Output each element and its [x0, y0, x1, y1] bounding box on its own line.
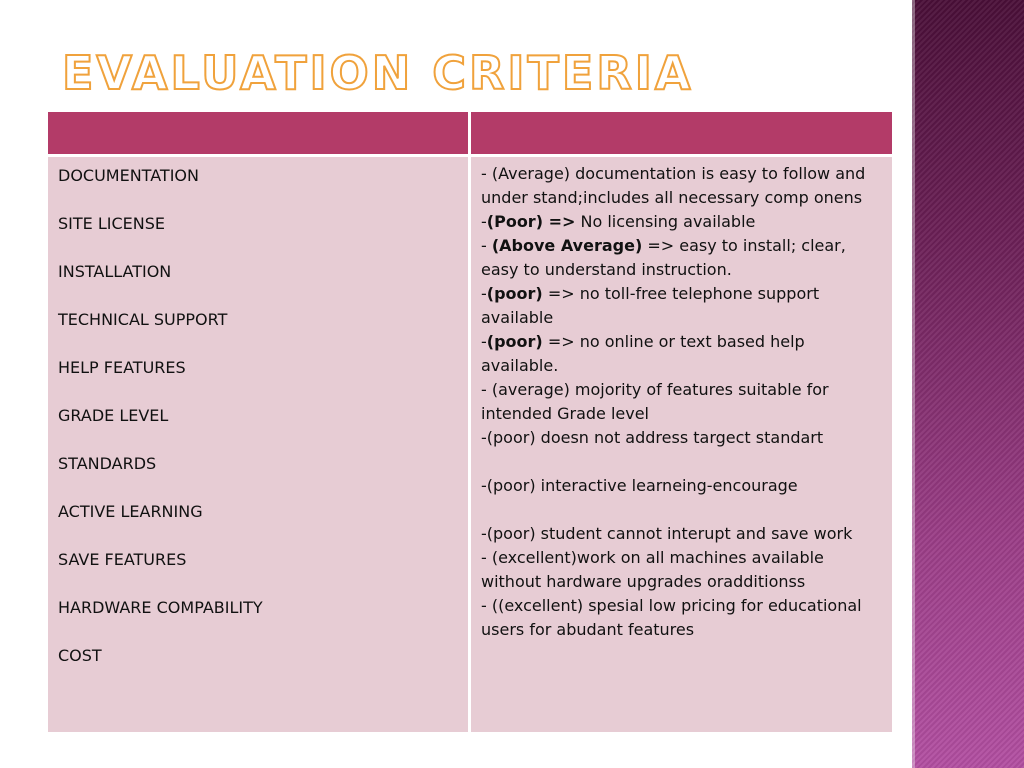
- criterion-item: SITE LICENSE: [58, 214, 165, 233]
- table-header-right: [471, 112, 892, 154]
- slide-title: EVALUATION CRITERIA: [62, 46, 694, 100]
- evaluation-item: -(poor) interactive learneing-encourage: [481, 476, 798, 495]
- evaluation-item: - (Above Average) => easy to install; clear, easy to understand instruction.: [481, 236, 846, 279]
- evaluation-item: -(poor) => no toll-free telephone support available: [481, 284, 820, 327]
- criterion-item: GRADE LEVEL: [58, 406, 169, 425]
- criterion-item: HARDWARE COMPABILITY: [58, 598, 263, 617]
- criterion-item: ACTIVE LEARNING: [58, 502, 203, 521]
- criteria-list: [48, 157, 468, 732]
- criterion-item: HELP FEATURES: [58, 358, 186, 377]
- criterion-item: COST: [58, 646, 102, 665]
- evaluation-item: -(Poor) => No licensing available: [481, 212, 756, 231]
- evaluation-item: -(poor) => no online or text based help available.: [481, 332, 805, 375]
- criterion-item: DOCUMENTATION: [58, 166, 199, 185]
- spacer: [481, 498, 882, 522]
- criterion-item: SAVE FEATURES: [58, 550, 187, 569]
- evaluation-item: - ((excellent) spesial low pricing for educational users for abudant features: [481, 596, 862, 639]
- decorative-side-band: [912, 0, 1024, 768]
- evaluation-item: - (average) mojority of features suitable for intended Grade level: [481, 380, 829, 423]
- table-header-left: [48, 112, 468, 154]
- evaluation-item: - (Average) documentation is easy to follow and under stand;includes all necessary comp onens: [481, 164, 866, 207]
- criterion-item: STANDARDS: [58, 454, 157, 473]
- criterion-item: INSTALLATION: [58, 262, 172, 281]
- criterion-item: TECHNICAL SUPPORT: [58, 310, 228, 329]
- evaluation-item: -(poor) student cannot interupt and save work: [481, 524, 853, 543]
- evaluation-list: [471, 157, 892, 732]
- evaluation-item: -(poor) doesn not address targect standart: [481, 428, 824, 447]
- spacer: [481, 450, 882, 474]
- evaluation-item: - (excellent)work on all machines available without hardware upgrades oradditionss: [481, 548, 824, 591]
- criteria-table: [48, 112, 892, 732]
